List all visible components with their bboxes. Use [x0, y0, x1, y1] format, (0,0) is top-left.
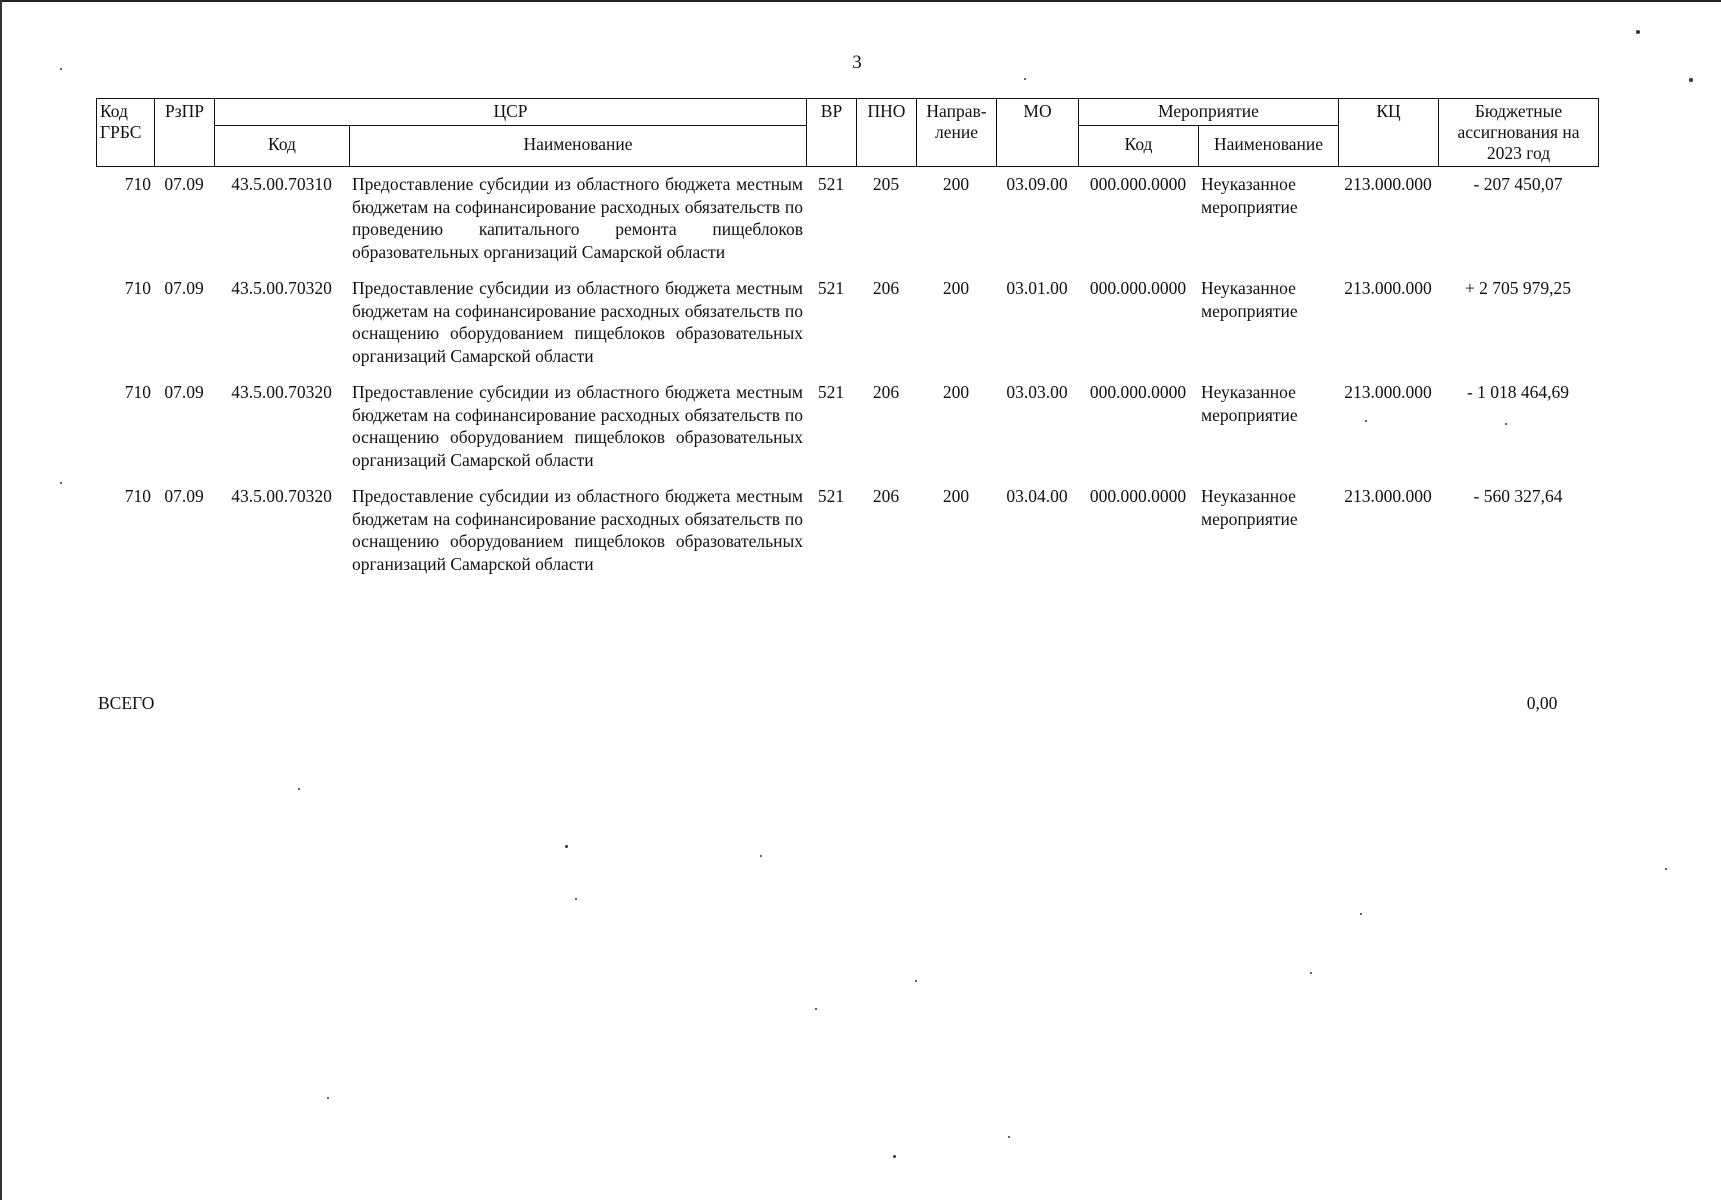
cell-kc: 213.000.000 [1344, 174, 1432, 194]
cell-vr: 521 [817, 278, 845, 298]
header-kod-grbs: Код ГРБС [97, 99, 155, 167]
scan-speck [1689, 78, 1693, 82]
table-row [96, 277, 1598, 381]
cell-kc: 213.000.000 [1344, 486, 1432, 506]
cell-grbs: 710 [124, 174, 151, 194]
scan-speck [565, 845, 568, 848]
scan-speck [60, 68, 62, 70]
cell-mo: 03.03.00 [1006, 382, 1068, 402]
scan-speck [327, 1097, 329, 1099]
scan-speck [575, 898, 577, 900]
cell-amount: - 207 450,07 [1473, 174, 1563, 194]
scan-speck [893, 1155, 896, 1158]
scan-speck [1505, 423, 1507, 425]
table-body [96, 173, 1598, 589]
cell-mer-name: Неуказанное мероприятие [1201, 382, 1298, 425]
cell-mo: 03.01.00 [1006, 278, 1068, 298]
cell-grbs: 710 [124, 278, 151, 298]
cell-vr: 521 [817, 174, 845, 194]
cell-pno: 206 [872, 382, 900, 402]
total-label: ВСЕГО [98, 693, 155, 713]
cell-mer-name: Неуказанное мероприятие [1201, 486, 1298, 529]
cell-csr-kod: 43.5.00.70320 [231, 486, 332, 506]
header-meropriyatie: Мероприятие [1079, 99, 1339, 126]
cell-rzpr: 07.09 [164, 174, 204, 194]
cell-csr-name: Предоставление субсидии из областного бюджета местным бюджетам на софинансирование расходных обязательств по оснащению оборудованием пищеблоков образовательных организаций Самарской области [352, 382, 803, 470]
cell-csr-name: Предоставление субсидии из областного бюджета местным бюджетам на софинансирование расходных обязательств по оснащению оборудованием пищеблоков образовательных организаций Самарской области [352, 486, 803, 574]
cell-mer-name: Неуказанное мероприятие [1201, 174, 1298, 217]
table-row [96, 381, 1598, 485]
cell-rzpr: 07.09 [164, 278, 204, 298]
scan-speck [1008, 1136, 1010, 1138]
cell-rzpr: 07.09 [164, 382, 204, 402]
header-pno: ПНО [857, 99, 917, 167]
cell-csr-kod: 43.5.00.70310 [231, 174, 332, 194]
scan-speck [760, 855, 762, 857]
header-kc: КЦ [1339, 99, 1439, 167]
scan-speck [298, 788, 300, 790]
scan-speck [1365, 420, 1367, 422]
total-value: 0,00 [1526, 693, 1558, 713]
cell-pno: 206 [872, 278, 900, 298]
scan-speck [915, 980, 917, 982]
cell-csr-kod: 43.5.00.70320 [231, 382, 332, 402]
cell-csr-name: Предоставление субсидии из областного бюджета местным бюджетам на софинансирование расходных обязательств по проведению капитального ремонта пищеблоков образовательных организаций Самарской области [352, 174, 803, 262]
cell-amount: - 560 327,64 [1473, 486, 1563, 506]
cell-csr-kod: 43.5.00.70320 [231, 278, 332, 298]
cell-mer-kod: 000.000.0000 [1089, 174, 1187, 194]
scan-speck [1360, 913, 1362, 915]
header-mer-name: Наименование [1199, 125, 1339, 166]
header-csr-name: Наименование [350, 125, 807, 166]
table-row [96, 173, 1598, 277]
cell-mer-kod: 000.000.0000 [1089, 382, 1187, 402]
header-rzpr: РзПР [155, 99, 215, 167]
scan-speck [1310, 972, 1312, 974]
header-csr: ЦСР [215, 99, 807, 126]
cell-kc: 213.000.000 [1344, 382, 1432, 402]
cell-mer-kod: 000.000.0000 [1089, 278, 1187, 298]
table-header [96, 98, 1599, 167]
cell-napr: 200 [942, 174, 970, 194]
cell-mo: 03.04.00 [1006, 486, 1068, 506]
header-napravlenie: Направ-ление [917, 99, 997, 167]
scan-speck [1636, 30, 1640, 34]
scan-top-edge [0, 0, 1721, 2]
header-mo: МО [997, 99, 1079, 167]
table-row [96, 485, 1598, 589]
scan-speck [60, 482, 62, 484]
scan-left-edge [0, 0, 2, 1200]
scan-speck [815, 1008, 817, 1010]
cell-mer-name: Неуказанное мероприятие [1201, 278, 1298, 321]
page-number: 3 [852, 52, 862, 73]
cell-kc: 213.000.000 [1344, 278, 1432, 298]
header-budget: Бюджетные ассигнования на 2023 год [1439, 99, 1599, 167]
cell-mer-kod: 000.000.0000 [1089, 486, 1187, 506]
cell-vr: 521 [817, 486, 845, 506]
budget-table [96, 98, 1599, 589]
cell-grbs: 710 [124, 486, 151, 506]
cell-napr: 200 [942, 382, 970, 402]
cell-csr-name: Предоставление субсидии из областного бюджета местным бюджетам на софинансирование расходных обязательств по оснащению оборудованием пищеблоков образовательных организаций Самарской области [352, 278, 803, 366]
cell-grbs: 710 [124, 382, 151, 402]
cell-pno: 205 [872, 174, 900, 194]
header-vr: ВР [807, 99, 857, 167]
cell-napr: 200 [942, 486, 970, 506]
cell-amount: + 2 705 979,25 [1464, 278, 1572, 298]
header-csr-kod: Код [215, 125, 350, 166]
cell-mo: 03.09.00 [1006, 174, 1068, 194]
cell-pno: 206 [872, 486, 900, 506]
header-mer-kod: Код [1079, 125, 1199, 166]
scan-speck [1024, 78, 1026, 80]
cell-napr: 200 [942, 278, 970, 298]
cell-amount: - 1 018 464,69 [1466, 382, 1570, 402]
cell-rzpr: 07.09 [164, 486, 204, 506]
cell-vr: 521 [817, 382, 845, 402]
scan-speck [1665, 868, 1667, 870]
